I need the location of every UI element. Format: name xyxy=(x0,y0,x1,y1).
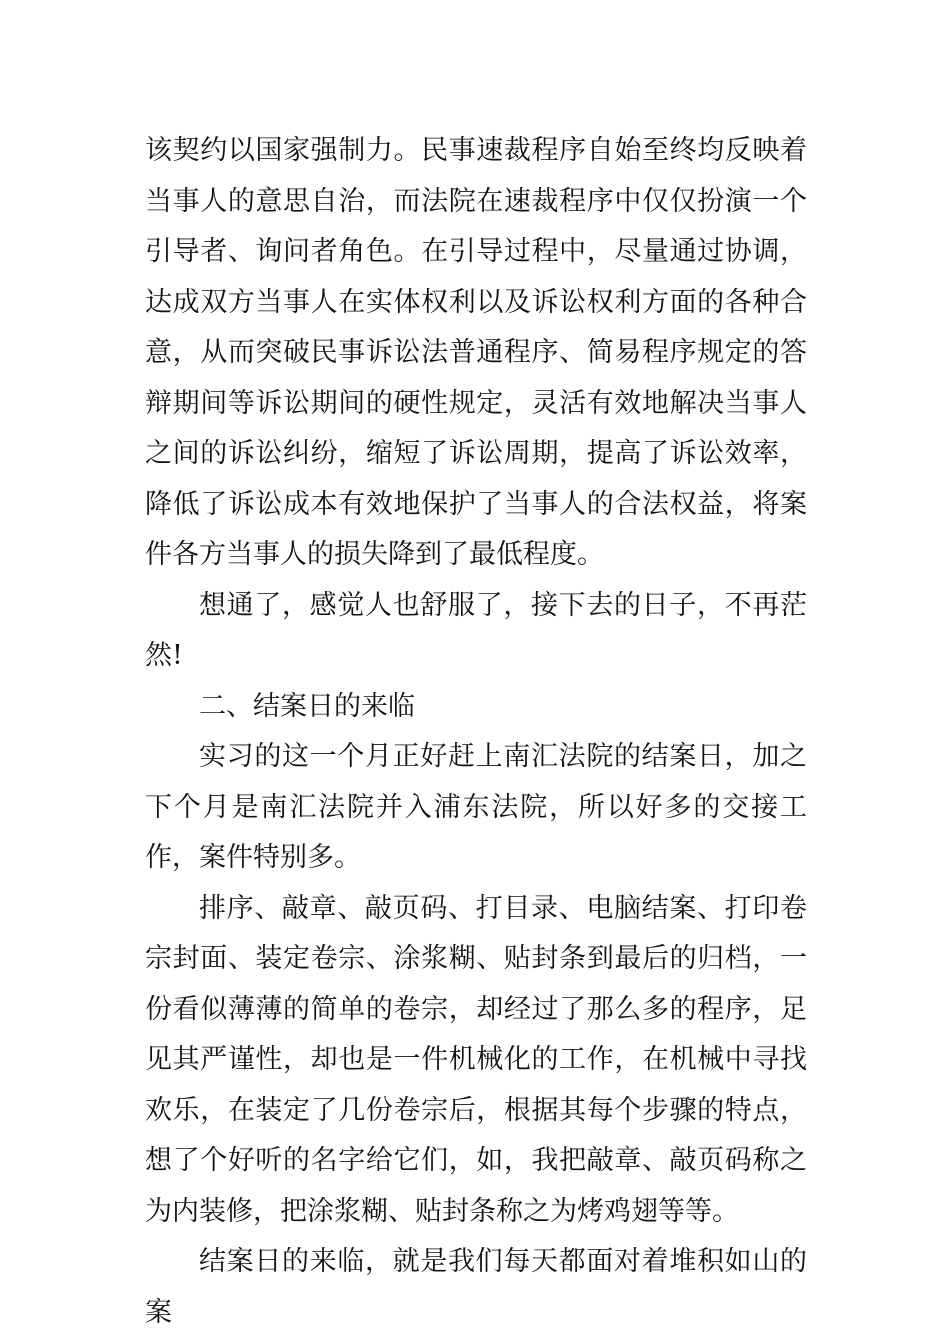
paragraph-closing-day: 结案日的来临，就是我们每天都面对着堆积如山的案 xyxy=(145,1246,807,1328)
section-heading: 二、结案日的来临 xyxy=(199,690,415,722)
paragraph-internship-month: 实习的这一个月正好赶上南汇法院的结案日，加之下个月是南汇法院并入浦东法院，所以好多的交接工作，案件特别多。 xyxy=(145,741,807,873)
paragraph-filing-steps: 排序、敲章、敲页码、打目录、电脑结案、打印卷宗封面、装定卷宗、涂浆糊、贴封条到最后的归档，一份看似薄薄的简单的卷宗，却经过了那么多的程序，足见其严谨性，却也是一件机械化的工作，在机械中寻找欢乐，在装定了几份卷宗后，根据其每个步骤的特点，想了个好听的名字给它们，如，我把敲章、敲页码称之为内装修，把涂浆糊、贴封条称之为烤鸡翅等等。 xyxy=(145,892,807,1227)
document-page xyxy=(145,126,807,1338)
paragraph-reflection: 想通了，感觉人也舒服了，接下去的日子，不再茫然! xyxy=(145,589,807,671)
paragraph-continuation: 该契约以国家强制力。民事速裁程序自始至终均反映着当事人的意思自治，而法院在速裁程序中仅仅扮演一个引导者、询问者角色。在引导过程中，尽量通过协调，达成双方当事人在实体权利以及诉讼权利方面的各种合意，从而突破民事诉讼法普通程序、简易程序规定的答辩期间等诉讼期间的硬性规定，灵活有效地解决当事人之间的诉讼纠纷，缩短了诉讼周期，提高了诉讼效率，降低了诉讼成本有效地保护了当事人的合法权益，将案件各方当事人的损失降到了最低程度。 xyxy=(145,135,807,570)
